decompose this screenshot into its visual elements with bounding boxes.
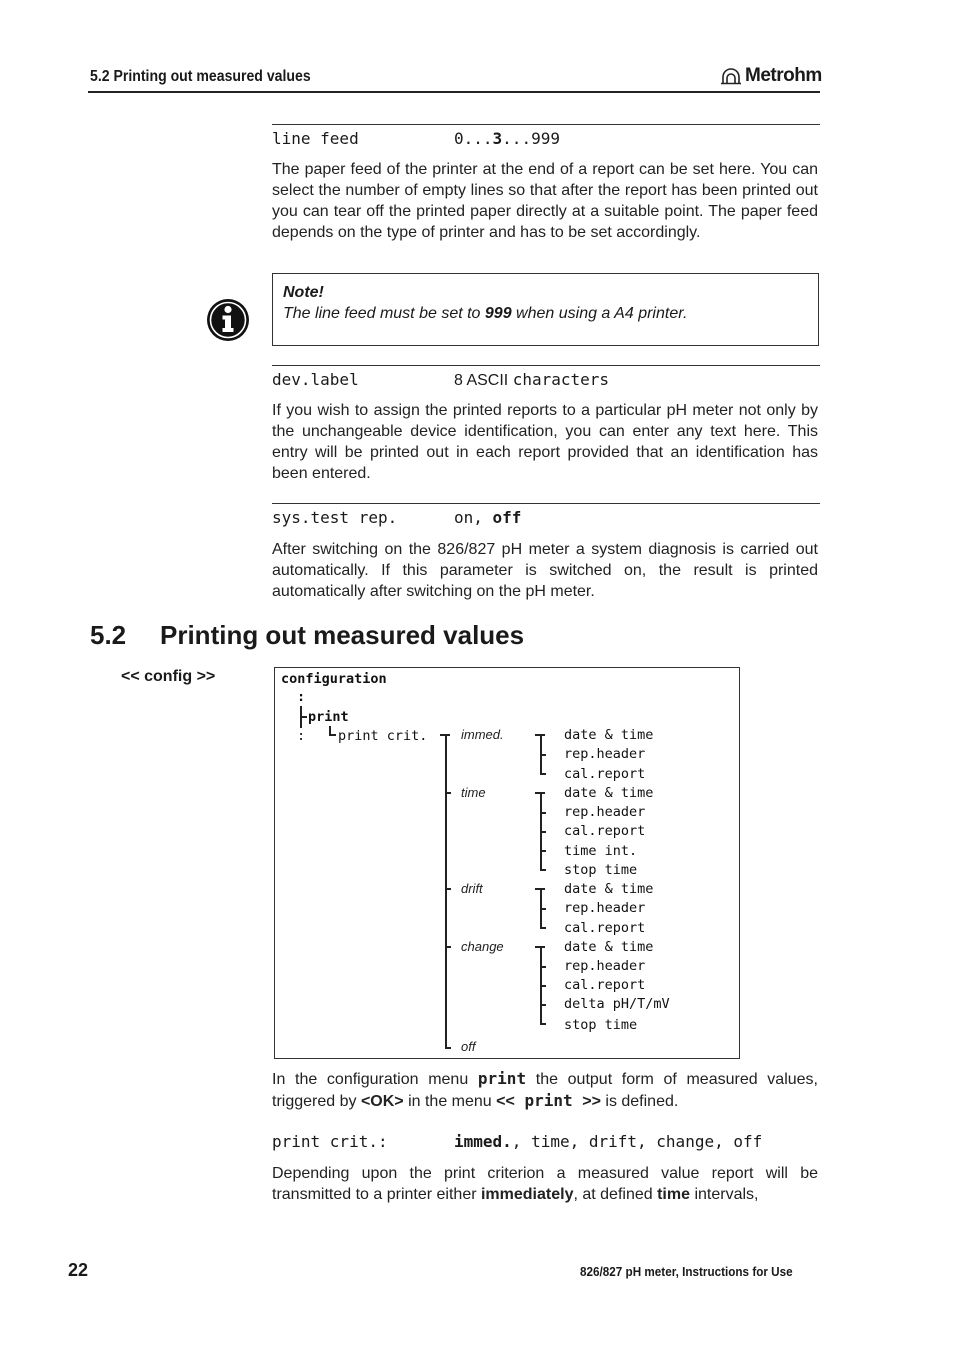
section-heading	[90, 620, 524, 651]
config-menu-tree	[274, 667, 740, 1059]
sub-item: time int.	[564, 843, 638, 859]
info-icon	[205, 297, 251, 343]
option-change: change	[461, 939, 504, 954]
option-immed: immed.	[461, 727, 504, 742]
sub-item: date & time	[564, 727, 654, 743]
param-name: line feed	[272, 129, 359, 148]
default-value: immed.	[454, 1132, 512, 1151]
sys-test-description: After switching on the 826/827 pH meter a system diagnosis is carried out automatically. If this parameter is switched on, the result is printed automatically after switching on the pH meter.	[272, 541, 818, 600]
param-value: 0...3...999	[454, 129, 560, 148]
param-dev-label	[272, 370, 610, 390]
param-value: on, off	[454, 508, 522, 527]
running-header-title: 5.2 Printing out measured values	[90, 68, 311, 85]
menu-print-crit: print crit.	[338, 728, 428, 744]
sub-item: stop time	[564, 1017, 638, 1033]
note-title: Note!	[283, 284, 324, 301]
sub-item: delta pH/T/mV	[564, 996, 670, 1012]
brand-name: Metrohm	[745, 65, 822, 86]
metrohm-logo-icon	[720, 67, 742, 85]
menu-ellipsis: :	[297, 728, 306, 744]
sub-item: rep.header	[564, 900, 646, 916]
param-divider	[272, 124, 820, 125]
default-value: off	[492, 508, 522, 527]
menu-root: configuration	[281, 671, 387, 687]
note-text: The line feed must be set to 999 when using a A4 printer.	[283, 305, 688, 322]
sub-item: cal.report	[564, 920, 646, 936]
param-value: immed., time, drift, change, off	[454, 1132, 763, 1151]
param-value: 8 ASCII characters	[454, 370, 610, 389]
sub-item: date & time	[564, 785, 654, 801]
sub-item: date & time	[564, 939, 654, 955]
sub-item: cal.report	[564, 823, 646, 839]
menu-description: In the configuration menu print the output form of measured values, triggered by <OK> in the menu << print >> is defined.	[272, 1069, 818, 1110]
section-number: 5.2	[90, 620, 127, 650]
menu-ellipsis: :	[297, 689, 306, 705]
sub-item: rep.header	[564, 804, 646, 820]
option-drift: drift	[461, 881, 483, 896]
param-print-crit	[272, 1132, 763, 1151]
param-divider	[272, 503, 820, 504]
page-number: 22	[68, 1260, 89, 1280]
config-menu-label: << config >>	[121, 668, 216, 685]
sub-item: cal.report	[564, 766, 646, 782]
section-title: Printing out measured values	[160, 620, 525, 650]
sub-item: date & time	[564, 881, 654, 897]
default-value: 3	[492, 129, 503, 148]
dev-label-description: If you wish to assign the printed reports to a particular pH meter not only by the unchangeable device identification, you can enter any text here. This entry will be printed out in each report provided that an identification has been entered.	[272, 402, 818, 482]
brand-logo	[720, 65, 822, 87]
option-off: off	[461, 1039, 476, 1054]
param-divider	[272, 365, 820, 366]
param-sys-test-rep	[272, 508, 522, 527]
line-feed-description: The paper feed of the printer at the end of a report can be set here. You can select the number of empty lines so that after the report has been printed out you can tear off the printed paper directly at a suitable point. The paper feed depends on the type of printer and has to be set accordingly.	[272, 161, 818, 241]
param-name: print crit.:	[272, 1132, 388, 1151]
param-name: sys.test rep.	[272, 508, 398, 527]
sub-item: cal.report	[564, 977, 646, 993]
param-name: dev.label	[272, 370, 359, 389]
header-rule	[88, 91, 820, 93]
sub-item: rep.header	[564, 746, 646, 762]
sub-item: stop time	[564, 862, 638, 878]
footer-document-title: 826/827 pH meter, Instructions for Use	[580, 1264, 793, 1279]
menu-print: print	[308, 709, 349, 725]
option-time: time	[461, 785, 486, 800]
print-crit-description: Depending upon the print criterion a measured value report will be transmitted to a printer either immediately, at defined time intervals,	[272, 1165, 818, 1203]
note-box	[272, 273, 819, 346]
param-line-feed	[272, 129, 560, 148]
sub-item: rep.header	[564, 958, 646, 974]
